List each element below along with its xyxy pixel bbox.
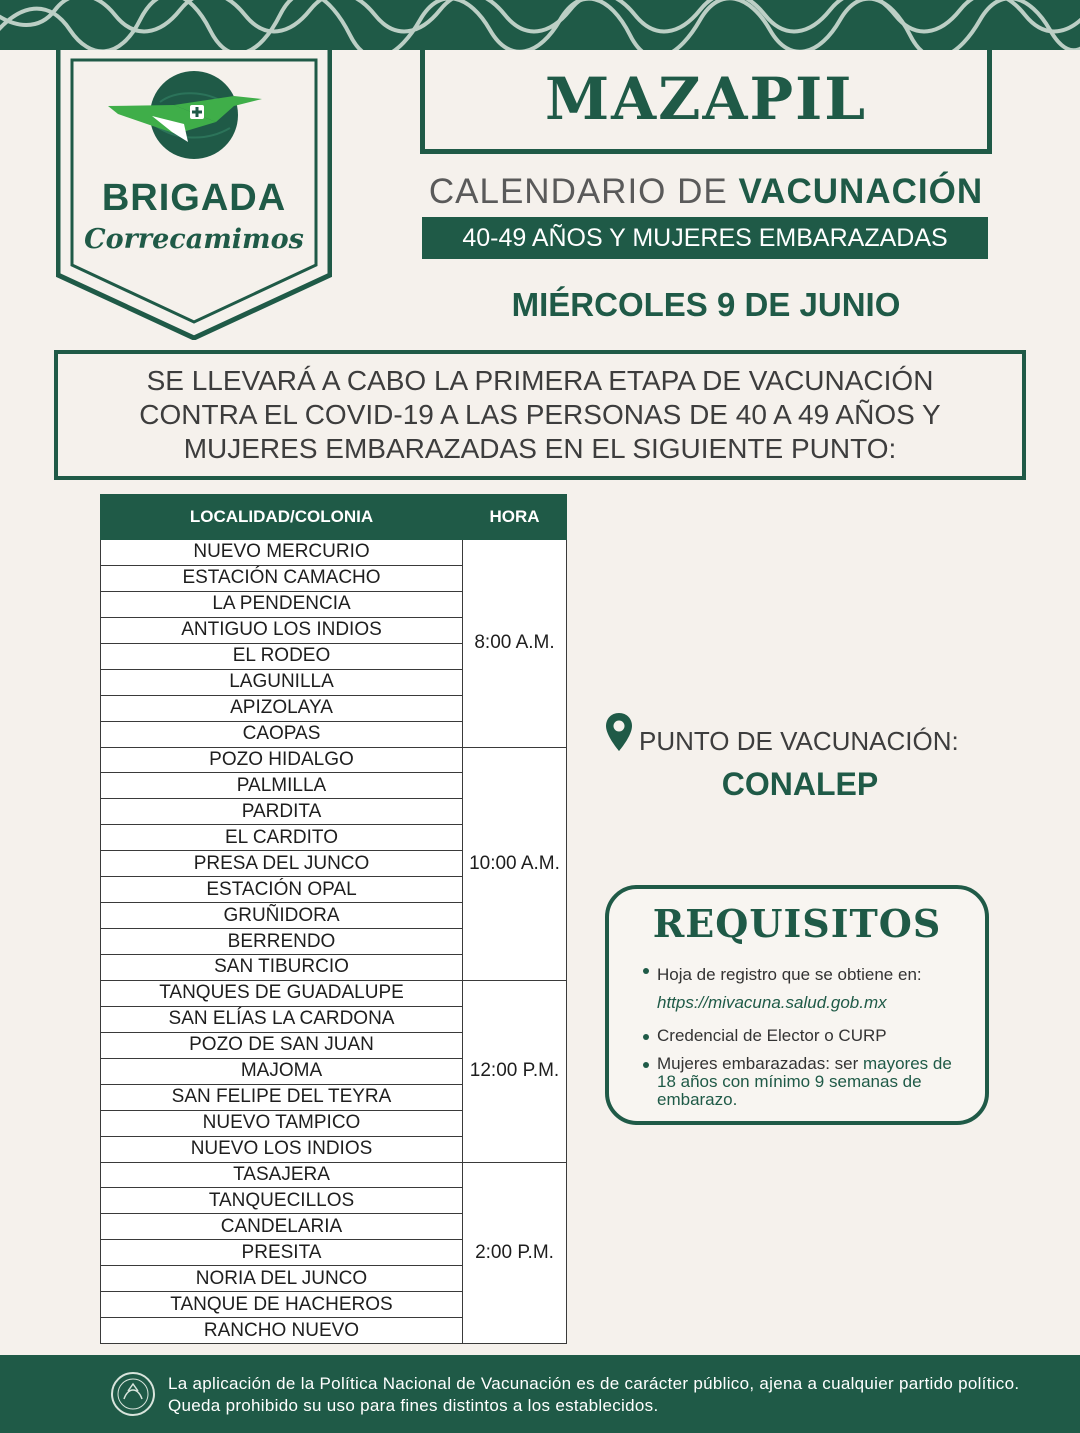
table-row xyxy=(101,1162,567,1188)
locality-cell: SAN FELIPE DEL TEYRA xyxy=(101,1084,463,1110)
locality-cell: EL RODEO xyxy=(101,643,463,669)
requirements-title: REQUISITOS xyxy=(652,901,942,946)
locality-cell: PALMILLA xyxy=(101,773,463,799)
locality-cell: TANQUES DE GUADALUPE xyxy=(101,980,463,1006)
locality-cell: LA PENDENCIA xyxy=(101,591,463,617)
locality-cell: SAN TIBURCIO xyxy=(101,955,463,981)
requirements-box xyxy=(605,885,989,1125)
table-row xyxy=(101,540,567,566)
locality-cell: MAJOMA xyxy=(101,1058,463,1084)
locality-cell: APIZOLAYA xyxy=(101,695,463,721)
locality-cell: CANDELARIA xyxy=(101,1214,463,1240)
hour-cell: 2:00 P.M. xyxy=(463,1162,567,1344)
requirement-registration-text: Hoja de registro que se obtiene en: xyxy=(657,965,922,984)
col-hour-header: HORA xyxy=(463,495,567,540)
table-row xyxy=(101,980,567,1006)
locality-cell: LAGUNILLA xyxy=(101,669,463,695)
locality-cell: TANQUECILLOS xyxy=(101,1188,463,1214)
locality-cell: SAN ELÍAS LA CARDONA xyxy=(101,1006,463,1032)
locality-cell: TANQUE DE HACHEROS xyxy=(101,1292,463,1318)
vaccination-point-place: CONALEP xyxy=(721,766,879,802)
locality-cell: ESTACIÓN CAMACHO xyxy=(101,565,463,591)
locality-cell: NUEVO LOS INDIOS xyxy=(101,1136,463,1162)
locality-cell: NORIA DEL JUNCO xyxy=(101,1266,463,1292)
requirement-id-text: Credencial de Elector o CURP xyxy=(657,1026,887,1045)
footer xyxy=(0,1355,1080,1433)
schedule-header-row xyxy=(101,495,567,540)
col-locality-header: LOCALIDAD/COLONIA xyxy=(101,495,463,540)
locality-cell: NUEVO MERCURIO xyxy=(101,540,463,566)
top-decorative-pattern xyxy=(0,0,1080,50)
locality-cell: POZO DE SAN JUAN xyxy=(101,1032,463,1058)
locality-cell: POZO HIDALGO xyxy=(101,747,463,773)
calendar-heading xyxy=(420,172,992,212)
schedule-body xyxy=(101,540,567,1344)
requirement-item xyxy=(643,961,973,1017)
locality-cell: GRUÑIDORA xyxy=(101,903,463,929)
intro-box xyxy=(54,350,1026,480)
municipality-title: MAZAPIL xyxy=(544,64,868,133)
locality-cell: PRESA DEL JUNCO xyxy=(101,851,463,877)
schedule-table xyxy=(100,494,567,1344)
locality-cell: EL CARDITO xyxy=(101,825,463,851)
registration-link[interactable]: https://mivacuna.salud.gob.mx xyxy=(657,993,887,1012)
brigada-badge xyxy=(56,50,332,340)
locality-cell: RANCHO NUEVO xyxy=(101,1318,463,1344)
requirements-list xyxy=(643,961,973,1119)
locality-cell: PARDITA xyxy=(101,799,463,825)
locality-cell: TASAJERA xyxy=(101,1162,463,1188)
locality-cell: PRESITA xyxy=(101,1240,463,1266)
requirement-item xyxy=(643,1055,973,1109)
requirement-pregnant-text: Mujeres embarazadas: ser xyxy=(657,1054,863,1073)
government-seal-icon xyxy=(110,1371,156,1422)
brand-line-brigada: BRIGADA xyxy=(101,177,287,219)
locality-cell: NUEVO TAMPICO xyxy=(101,1110,463,1136)
event-date: MIÉRCOLES 9 DE JUNIO xyxy=(511,286,901,323)
locality-cell: ESTACIÓN OPAL xyxy=(101,877,463,903)
intro-text: SE LLEVARÁ A CABO LA PRIMERA ETAPA DE VACUNACIÓN CONTRA EL COVID-19 A LAS PERSONAS DE 40 A 49 AÑOS Y MUJERES EMBARAZADAS EN EL SIGUIENTE PUNTO: xyxy=(139,365,941,464)
calendar-heading-prefix: CALENDARIO DE xyxy=(428,172,739,211)
hour-cell: 12:00 P.M. xyxy=(463,980,567,1162)
footer-disclaimer: La aplicación de la Política Nacional de Vacunación es de carácter público, ajena a cualquier partido político. Queda prohibido su uso para fines distintos a los establecidos. xyxy=(168,1374,1020,1415)
age-group-banner: 40-49 AÑOS Y MUJERES EMBARAZADAS xyxy=(422,217,988,259)
locality-cell: BERRENDO xyxy=(101,929,463,955)
brand-line-correcaminos: Correcamimos xyxy=(84,224,304,255)
hour-cell: 8:00 A.M. xyxy=(463,540,567,748)
locality-cell: ANTIGUO LOS INDIOS xyxy=(101,617,463,643)
table-row xyxy=(101,747,567,773)
hour-cell: 10:00 A.M. xyxy=(463,747,567,980)
locality-cell: CAOPAS xyxy=(101,721,463,747)
requirement-item xyxy=(643,1027,973,1045)
requirement-pregnant-highlight: mayores de 18 años con mínimo 9 semanas de embarazo. xyxy=(657,1054,952,1109)
vaccination-point-label: PUNTO DE VACUNACIÓN: xyxy=(639,726,959,756)
location-pin-icon xyxy=(605,712,633,759)
municipality-title-box xyxy=(420,48,992,154)
calendar-heading-bold: VACUNACIÓN xyxy=(738,172,984,211)
